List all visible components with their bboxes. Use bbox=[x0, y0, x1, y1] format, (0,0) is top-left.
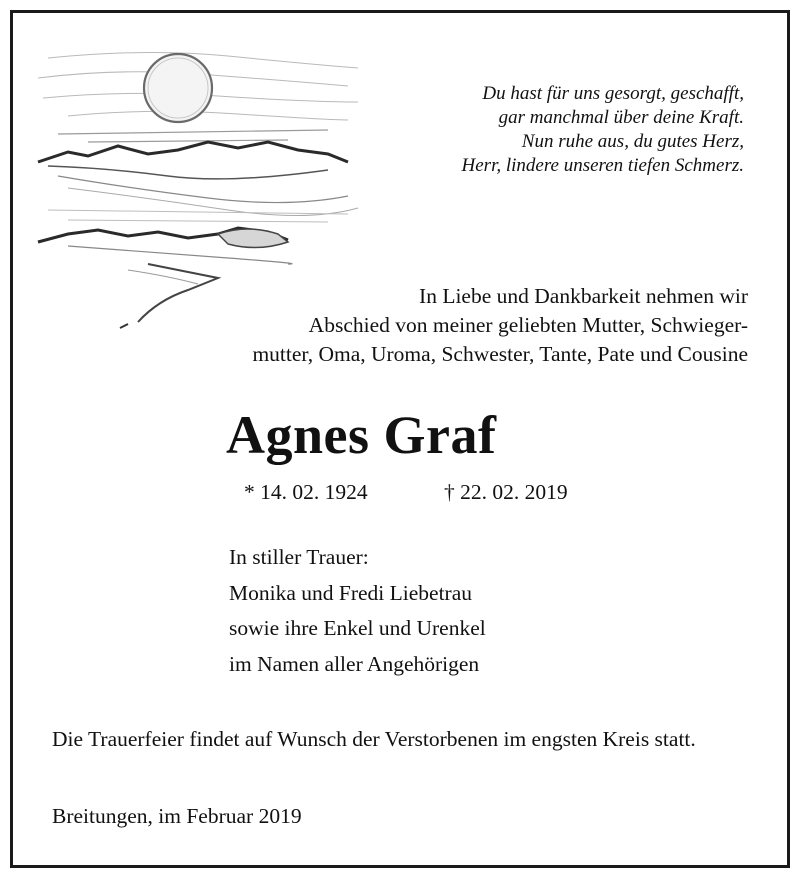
intro-line: In Liebe und Dankbarkeit nehmen wir bbox=[419, 284, 748, 308]
birth-date: * 14. 02. 1924 bbox=[244, 480, 368, 504]
mourners-line: Monika und Fredi Liebetrau bbox=[229, 580, 473, 605]
poem-verse bbox=[364, 82, 744, 178]
poem-line: Nun ruhe aus, du gutes Herz, bbox=[521, 131, 744, 152]
death-date: † 22. 02. 2019 bbox=[444, 480, 568, 504]
poem-line: Herr, lindere unseren tiefen Schmerz. bbox=[461, 155, 744, 176]
deceased-name: Agnes Graf bbox=[226, 405, 497, 465]
funeral-note: Die Trauerfeier findet auf Wunsch der Verstorbenen im engsten Kreis statt. bbox=[52, 727, 696, 751]
mourners-list bbox=[229, 540, 486, 682]
intro-line: Abschied von meiner geliebten Mutter, Schwieger- bbox=[308, 313, 748, 337]
mourners-line: im Namen aller Angehörigen bbox=[229, 651, 480, 676]
farewell-intro bbox=[128, 282, 748, 369]
intro-line: mutter, Oma, Uroma, Schwester, Tante, Pate und Cousine bbox=[252, 342, 748, 366]
mourners-line: sowie ihre Enkel und Urenkel bbox=[229, 616, 486, 640]
poem-line: Du hast für uns gesorgt, geschafft, bbox=[482, 83, 744, 104]
mourners-line: In stiller Trauer: bbox=[229, 545, 369, 569]
poem-line: gar manchmal über deine Kraft. bbox=[498, 107, 744, 128]
place-and-date: Breitungen, im Februar 2019 bbox=[52, 804, 302, 828]
